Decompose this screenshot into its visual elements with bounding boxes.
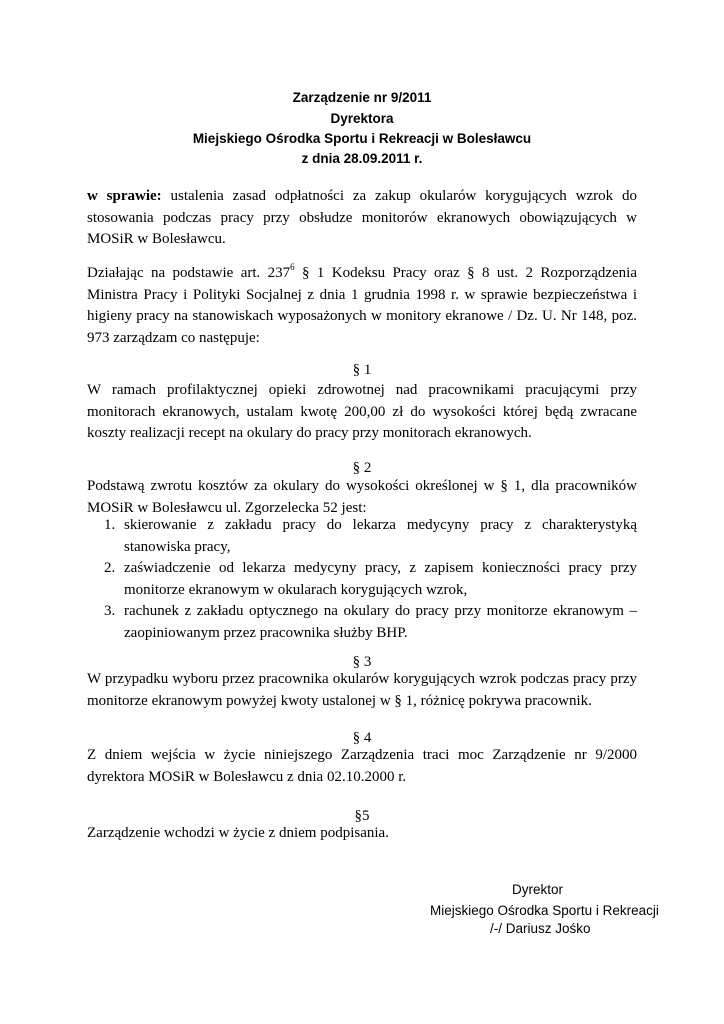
section-1-text: W ramach profilaktycznej opieki zdrowotnej nad pracownikami pracującymi przy monitorach ekranowych, ustalam kwotę 200,00 zł do wysokości której będą zwracane koszty realizacji recept na okulary do pracy przy monitorach ekranowych. (87, 382, 637, 441)
section-3-title: § 3 (352, 654, 372, 670)
subject-paragraph (87, 186, 637, 251)
signature-title: Dyrektor (512, 882, 564, 897)
section-3-text: W przypadku wyboru przez pracownika okularów korygujących wzrok podczas pracy przy monitorze ekranowym powyżej kwoty ustalonej w § 1, różnicę pokrywa pracownik. (87, 671, 637, 709)
legal-basis-rest: § 1 Kodeksu Pracy oraz § 8 ust. 2 Rozporządzenia Ministra Pracy i Polityki Socjalnej z dnia 1 grudnia 1998 r. w sprawie bezpieczeństwa i higieny pracy na stanowiskach wyposażonych w monitory ekranowe / Dz. U. Nr 148, poz. 973 zarządzam co następuje: (87, 265, 637, 346)
signature-institution: Miejskiego Ośrodka Sportu i Rekreacji (430, 903, 659, 918)
section-4-text: Z dniem wejścia w życie niniejszego Zarządzenia traci moc Zarządzenie nr 9/2000 dyrektora MOSiR w Bolesławcu z dnia 02.10.2000 r. (87, 747, 637, 785)
legal-basis-paragraph (87, 263, 637, 349)
section-2-text: Podstawą zwrotu kosztów za okulary do wysokości określonej w § 1, dla pracowników MOSiR w Bolesławcu ul. Zgorzelecka 52 jest: (87, 478, 637, 516)
list-item (87, 558, 637, 601)
document-title: Zarządzenie nr 9/2011 (292, 90, 432, 105)
section-1-title: § 1 (352, 362, 372, 378)
list-item (87, 601, 637, 644)
document-issuer-institution: Miejskiego Ośrodka Sportu i Rekreacji w Bolesławcu (192, 131, 532, 146)
section-5-title: §5 (354, 808, 370, 824)
section-2-list (87, 515, 637, 644)
list-item-number: 3. (104, 603, 116, 619)
list-item-text: skierowanie z zakładu pracy do lekarza medycyny pracy z charakterystyką stanowiska pracy, (124, 517, 637, 555)
list-item (87, 515, 637, 558)
legal-basis-start: Działając na podstawie art. 237 (87, 265, 291, 281)
subject-text: ustalenia zasad odpłatności za zakup okularów korygujących wzrok do stosowania podczas pracy przy obsłudze monitorów ekranowych obowiązujących w MOSiR w Bolesławcu. (87, 188, 637, 247)
list-item-number: 2. (104, 560, 116, 576)
section-4-title: § 4 (352, 730, 372, 746)
signature-name: /-/ Dariusz Jośko (490, 921, 591, 936)
section-2-title: § 2 (352, 460, 372, 476)
legal-basis-superscript: 6 (290, 262, 295, 272)
section-5-text: Zarządzenie wchodzi w życie z dniem podpisania. (87, 825, 389, 841)
subject-label: w sprawie: (87, 188, 162, 204)
list-item-text: rachunek z zakładu optycznego na okulary do pracy przy monitorze ekranowym – zaopiniowanym przez pracownika służby BHP. (124, 603, 637, 641)
document-date: z dnia 28.09.2011 r. (301, 151, 423, 166)
list-item-number: 1. (104, 517, 116, 533)
document-issuer-title: Dyrektora (330, 111, 394, 126)
list-item-text: zaświadczenie od lekarza medycyny pracy, z zapisem konieczności pracy przy monitorze ekranowym w okularach korygujących wzrok, (124, 560, 637, 598)
